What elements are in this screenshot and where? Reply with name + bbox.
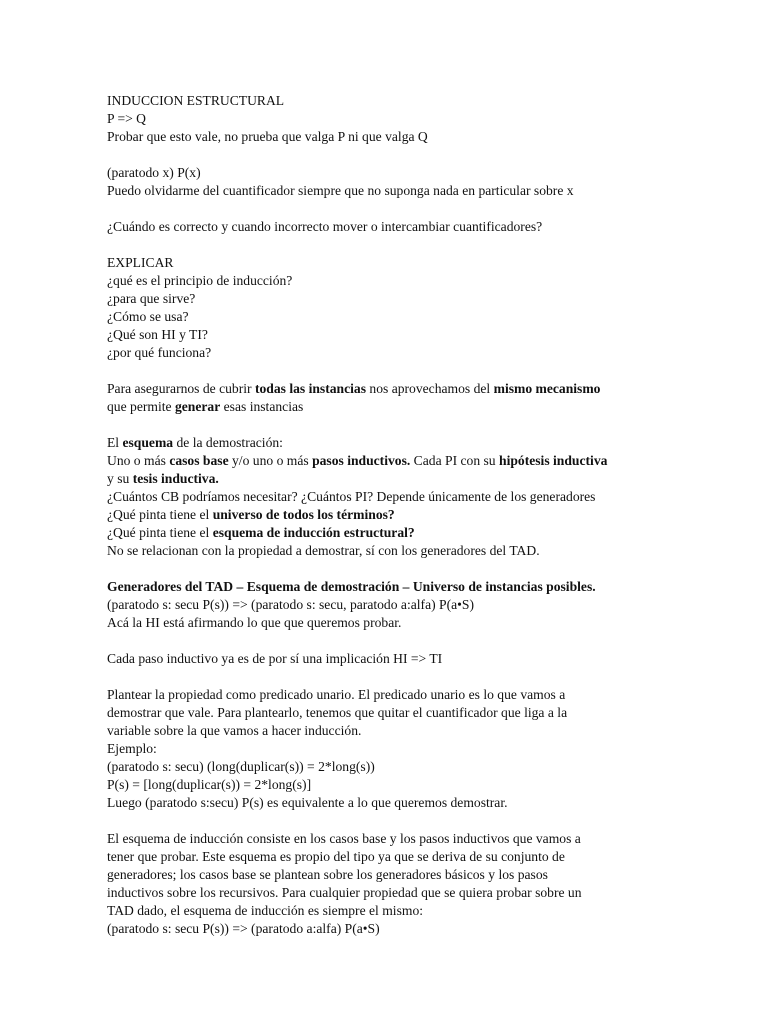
paragraph-line: TAD dado, el esquema de inducción es siempre el mismo: xyxy=(107,903,424,918)
document-title: INDUCCION ESTRUCTURAL xyxy=(107,93,285,108)
blank-line xyxy=(107,416,667,434)
paragraph-line: Ejemplo: xyxy=(107,741,157,756)
question-line: ¿para que sirve? xyxy=(107,291,196,306)
paragraph-line: Acá la HI está afirmando lo que que queremos probar. xyxy=(107,615,402,630)
paragraph-line: Para asegurarnos de cubrir todas las instancias nos aprovechamos del mismo mecanismo xyxy=(107,381,601,396)
paragraph-line: Uno o más casos base y/o uno o más pasos inductivos. Cada PI con su hipótesis inductiva xyxy=(107,453,608,468)
question-line: ¿Qué son HI y TI? xyxy=(107,327,208,342)
blank-line xyxy=(107,632,667,650)
section-heading-generadores: Generadores del TAD – Esquema de demostración – Universo de instancias posibles. xyxy=(107,579,596,594)
paragraph-line: variable sobre la que vamos a hacer inducción. xyxy=(107,723,362,738)
blank-line xyxy=(107,560,667,578)
question-line: ¿qué es el principio de inducción? xyxy=(107,273,293,288)
formula-line: (paratodo s: secu P(s)) => (paratodo s: secu, paratodo a:alfa) P(a•S) xyxy=(107,597,474,612)
question-line: ¿Cómo se usa? xyxy=(107,309,189,324)
document-page xyxy=(107,92,667,938)
formula-line: P(s) = [long(duplicar(s)) = 2*long(s)] xyxy=(107,777,312,792)
question-line: ¿por qué funciona? xyxy=(107,345,212,360)
blank-line xyxy=(107,668,667,686)
paragraph-line: tener que probar. Este esquema es propio del tipo ya que se deriva de su conjunto de xyxy=(107,849,565,864)
paragraph-line: Cada paso inductivo ya es de por sí una implicación HI => TI xyxy=(107,651,443,666)
paragraph-line: y su tesis inductiva. xyxy=(107,471,219,486)
paragraph-line: No se relacionan con la propiedad a demostrar, sí con los generadores del TAD. xyxy=(107,543,540,558)
section-heading-explicar: EXPLICAR xyxy=(107,255,174,270)
formula-line: (paratodo s: secu) (long(duplicar(s)) = 2*long(s)) xyxy=(107,759,375,774)
blank-line xyxy=(107,236,667,254)
blank-line xyxy=(107,812,667,830)
paragraph-line: que permite generar esas instancias xyxy=(107,399,304,414)
paragraph-line: demostrar que vale. Para plantearlo, tenemos que quitar el cuantificador que liga a la xyxy=(107,705,568,720)
paragraph-line: El esquema de inducción consiste en los casos base y los pasos inductivos que vamos a xyxy=(107,831,581,846)
text-line: (paratodo x) P(x) xyxy=(107,165,201,180)
paragraph-line: ¿Cuántos CB podríamos necesitar? ¿Cuántos PI? Depende únicamente de los generadores xyxy=(107,489,596,504)
paragraph-line: Luego (paratodo s:secu) P(s) es equivalente a lo que queremos demostrar. xyxy=(107,795,508,810)
text-line: P => Q xyxy=(107,111,147,126)
paragraph-line: Plantear la propiedad como predicado unario. El predicado unario es lo que vamos a xyxy=(107,687,566,702)
text-line: ¿Cuándo es correcto y cuando incorrecto mover o intercambiar cuantificadores? xyxy=(107,219,543,234)
paragraph-line: ¿Qué pinta tiene el universo de todos los términos? xyxy=(107,507,395,522)
paragraph-line: inductivos sobre los recursivos. Para cualquier propiedad que se quiera probar sobre un xyxy=(107,885,582,900)
formula-line: (paratodo s: secu P(s)) => (paratodo a:alfa) P(a•S) xyxy=(107,921,380,936)
paragraph-line: generadores; los casos base se plantean sobre los generadores básicos y los pasos xyxy=(107,867,548,882)
paragraph-line: ¿Qué pinta tiene el esquema de inducción estructural? xyxy=(107,525,415,540)
blank-line xyxy=(107,146,667,164)
blank-line xyxy=(107,362,667,380)
text-line: Puedo olvidarme del cuantificador siempre que no suponga nada en particular sobre x xyxy=(107,183,574,198)
blank-line xyxy=(107,200,667,218)
text-line: Probar que esto vale, no prueba que valga P ni que valga Q xyxy=(107,129,428,144)
paragraph-line: El esquema de la demostración: xyxy=(107,435,283,450)
